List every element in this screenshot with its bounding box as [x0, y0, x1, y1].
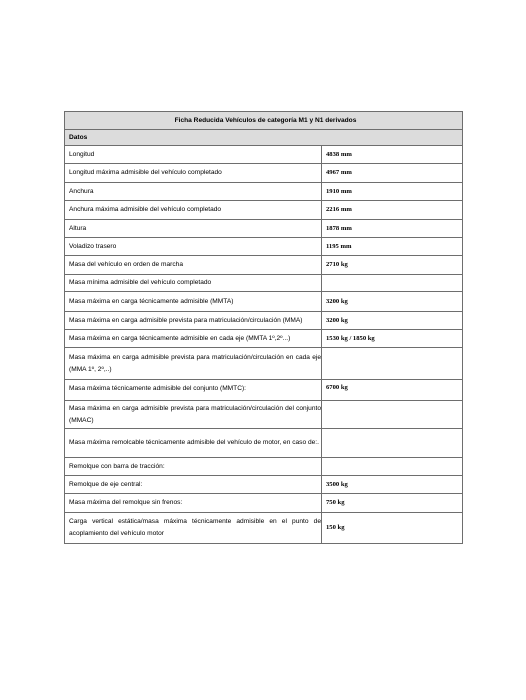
row-label: Longitud [65, 146, 322, 164]
table-row [65, 494, 463, 513]
table-row [65, 476, 463, 494]
row-label: Anchura máxima admisible del vehículo completado [65, 201, 322, 220]
table-row [65, 220, 463, 238]
table-row [65, 348, 463, 380]
row-value [322, 458, 463, 476]
table-title: Ficha Reducida Vehículos de categoría M1 y N1 derivados [65, 112, 463, 130]
table-row [65, 183, 463, 201]
row-value: 1195 mm [322, 238, 463, 256]
row-value: 3500 kg [322, 476, 463, 494]
row-value: 2710 kg [322, 256, 463, 275]
table-row [65, 292, 463, 312]
row-label: Masa máxima en carga admisible prevista para matriculación/circulación (MMA) [65, 312, 322, 330]
row-label: Masa máxima remolcable técnicamente admisible del vehículo de motor, en caso de:. [65, 429, 322, 458]
table-row [65, 164, 463, 183]
row-value: 4967 mm [322, 164, 463, 183]
row-value: 3200 kg [322, 312, 463, 330]
row-label: Remolque de eje central: [65, 476, 322, 494]
row-label: Masa máxima en carga admisible prevista para matriculación/circulación en cada eje (MMA 1º, 2º,..) [65, 348, 322, 380]
row-label: Anchura [65, 183, 322, 201]
row-value [322, 275, 463, 292]
table-row [65, 201, 463, 220]
row-label: Voladizo trasero [65, 238, 322, 256]
row-value: 1530 kg / 1850 kg [322, 330, 463, 348]
table-row [65, 380, 463, 401]
row-value: 2216 mm [322, 201, 463, 220]
row-value: 3200 kg [322, 292, 463, 312]
row-label: Masa mínima admisible del vehículo completado [65, 275, 322, 292]
table-row [65, 238, 463, 256]
table-subtitle-row [65, 130, 463, 146]
table-row [65, 330, 463, 348]
row-value: 4838 mm [322, 146, 463, 164]
table-row [65, 312, 463, 330]
row-value [322, 401, 463, 429]
row-label: Masa máxima del remolque sin frenos: [65, 494, 322, 513]
row-label: Remolque con barra de tracción: [65, 458, 322, 476]
row-label: Altura [65, 220, 322, 238]
row-label: Masa máxima en carga técnicamente admisible (MMTA) [65, 292, 322, 312]
table-title-row [65, 112, 463, 130]
row-value: 1878 mm [322, 220, 463, 238]
row-value [322, 348, 463, 380]
row-value: 150 kg [322, 513, 463, 544]
row-label: Masa del vehículo en orden de marcha [65, 256, 322, 275]
row-label: Masa máxima en carga técnicamente admisible en cada eje (MMTA 1º,2º...) [65, 330, 322, 348]
table-row [65, 146, 463, 164]
row-value [322, 429, 463, 458]
row-value: 6700 kg [322, 380, 463, 401]
row-label: Masa máxima en carga admisible prevista para matriculación/circulación del conjunto (MMAC) [65, 401, 322, 429]
table-row [65, 458, 463, 476]
row-label: Masa máxima técnicamente admisible del conjunto (MMTC): [65, 380, 322, 401]
table-row [65, 429, 463, 458]
row-label: Longitud máxima admisible del vehículo completado [65, 164, 322, 183]
row-value: 1910 mm [322, 183, 463, 201]
table-subtitle: Datos [65, 130, 463, 146]
table-row [65, 256, 463, 275]
table-row [65, 513, 463, 544]
row-label: Carga vertical estática/masa máxima técnicamente admisible en el punto de acoplamiento del vehículo motor [65, 513, 322, 544]
table-row [65, 275, 463, 292]
row-value: 750 kg [322, 494, 463, 513]
spec-table [64, 111, 463, 544]
table-row [65, 401, 463, 429]
